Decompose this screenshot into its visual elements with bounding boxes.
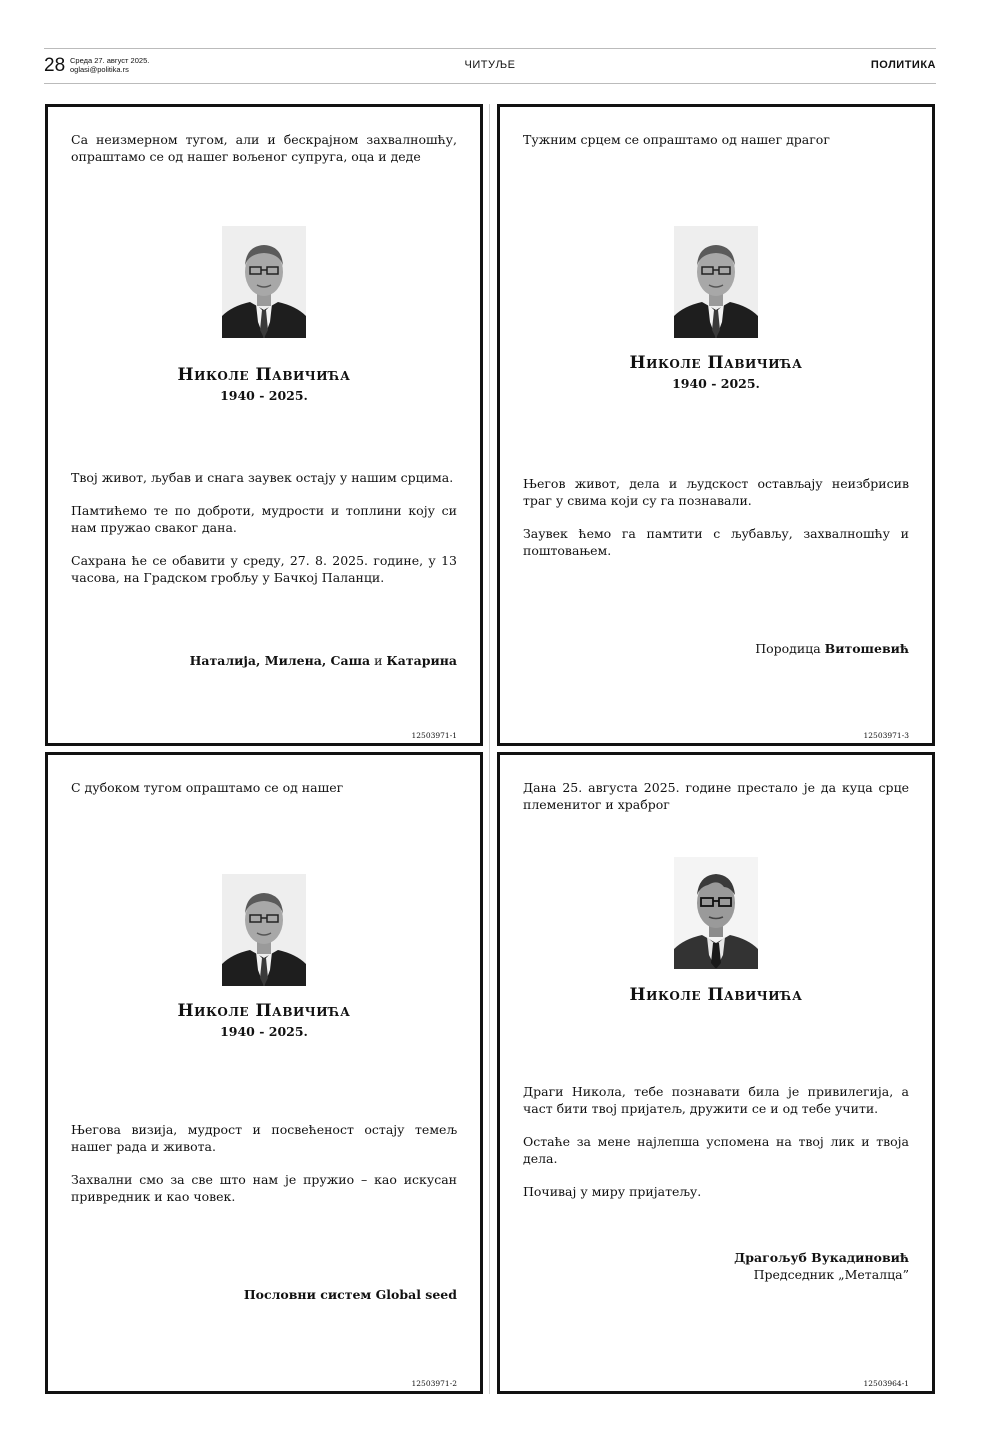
signature-title: Председник „Металца”	[753, 1267, 909, 1282]
obituary-intro: С дубоком тугом опраштамо се од нашег	[71, 780, 344, 795]
text-paragraph: Захвални смо за све што нам је пружио – као искусан привредник и као човек.	[71, 1172, 457, 1204]
text-paragraph: Заувек ћемо га памтити с љубављу, захвалношћу и поштовањем.	[523, 526, 909, 558]
column-divider	[489, 104, 490, 1394]
signature	[734, 1249, 909, 1283]
life-years: 1940 - 2025.	[672, 376, 760, 391]
obituary-card-1	[45, 104, 483, 746]
text-paragraph: Његова визија, мудрост и посвећеност остају темељ нашег рада и живота.	[71, 1122, 457, 1154]
contact-email: oglasi@politika.rs	[70, 65, 129, 74]
newspaper-logo: ПОЛИТИКА	[870, 59, 936, 71]
issue-date: Среда 27. август 2025.	[70, 56, 150, 65]
portrait-photo	[674, 857, 758, 969]
signature-name: Драгољуб Вукадиновић	[734, 1250, 909, 1265]
page-number: 28	[44, 55, 66, 76]
deceased-name: Николе Павичића	[629, 985, 803, 1005]
signature-family: Витошевић	[824, 641, 909, 656]
obituary-text	[71, 1121, 457, 1221]
life-years: 1940 - 2025.	[220, 1024, 308, 1039]
ad-code: 12503964-1	[863, 1379, 909, 1388]
ad-code: 12503971-2	[411, 1379, 457, 1388]
text-paragraph: Драги Никола, тебе познавати била је привилегија, а част бити твој пријатељ, дружити се и од тебе учити.	[523, 1084, 909, 1116]
signature	[190, 652, 457, 669]
text-paragraph: Памтићемо те по доброти, мудрости и топлини коју си нам пружао сваког дана.	[71, 503, 457, 535]
life-years: 1940 - 2025.	[220, 388, 308, 403]
signature	[755, 640, 909, 657]
text-paragraph: Остаће за мене најлепша успомена на твој лик и твоја дела.	[523, 1134, 909, 1166]
obituary-intro: Тужним срцем се опраштамо од нашег драгог	[523, 132, 830, 147]
obituary-card-3	[45, 752, 483, 1394]
deceased-name: Николе Павичића	[177, 365, 351, 385]
ad-code: 12503971-3	[863, 731, 909, 740]
deceased-name: Николе Павичића	[629, 353, 803, 373]
obituary-text	[523, 1083, 909, 1216]
ad-code: 12503971-1	[411, 731, 457, 740]
text-paragraph: Сахрана ће се обавити у среду, 27. 8. 2025. године, у 13 часова, на Градском гробљу у Бачкој Паланци.	[71, 553, 457, 585]
obituary-text	[523, 475, 909, 575]
portrait-photo	[222, 226, 306, 338]
deceased-name: Николе Павичића	[177, 1001, 351, 1021]
text-paragraph: Твој живот, љубав и снага заувек остају у нашим срцима.	[71, 470, 454, 485]
portrait-photo	[674, 226, 758, 338]
signature-conjunction: и	[370, 653, 387, 668]
text-paragraph: Његов живот, дела и људскост остављају неизбрисив траг у свима који су га познавали.	[523, 476, 909, 508]
signature-company: Пословни систем Global seed	[243, 1287, 457, 1302]
obituary-intro: Дана 25. августа 2025. године престало је да куца срце племенитог и храброг	[523, 780, 909, 812]
page-header	[44, 48, 936, 84]
signature	[244, 1286, 457, 1303]
section-title: ЧИТУЉЕ	[464, 59, 516, 71]
obituary-card-4	[497, 752, 935, 1394]
signature-name-last: Катарина	[386, 653, 457, 668]
obituary-card-2	[497, 104, 935, 746]
text-paragraph: Почивај у миру пријатељу.	[523, 1184, 702, 1199]
obituary-text	[71, 469, 457, 602]
portrait-photo	[222, 874, 306, 986]
obituary-intro: Са неизмерном тугом, али и бескрајном захвалношћу, опраштамо се од нашег вољеног супруга, оца и деде	[71, 132, 457, 164]
signature-prefix: Породица	[755, 641, 825, 656]
signature-names: Наталија, Милена, Саша	[189, 653, 371, 668]
